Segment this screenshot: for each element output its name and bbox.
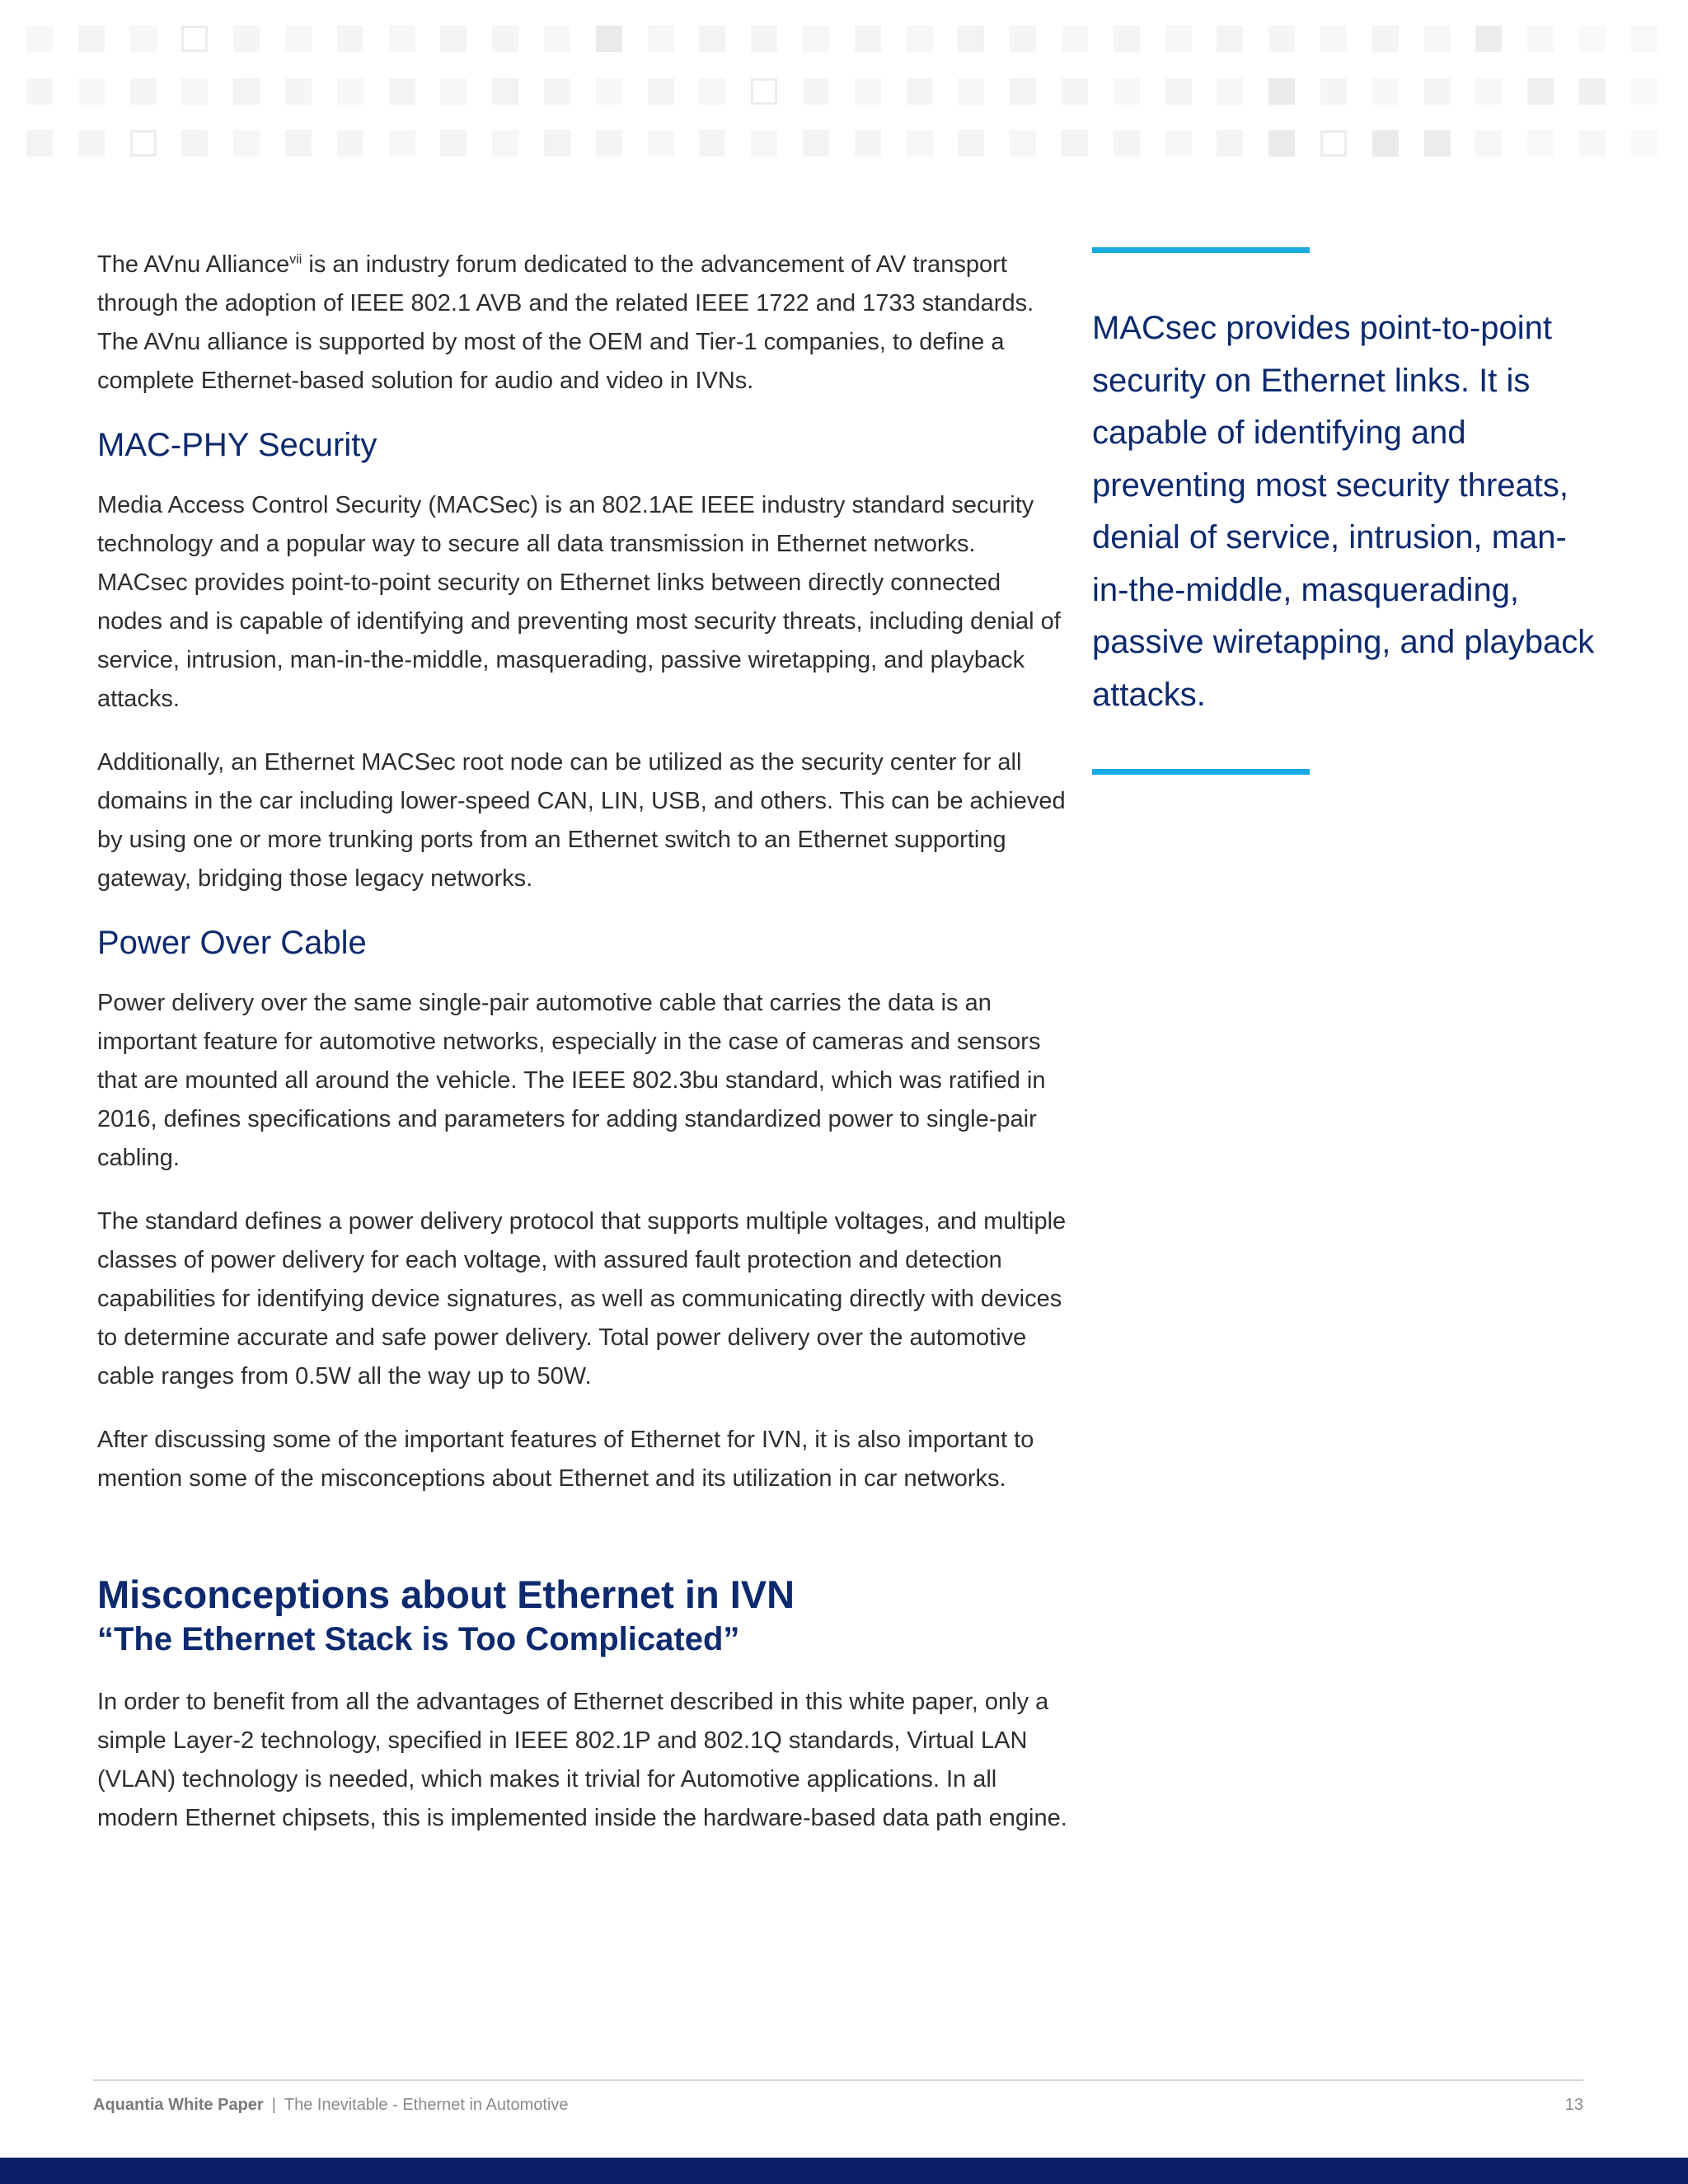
pattern-square	[1527, 78, 1554, 105]
pattern-square	[596, 130, 622, 157]
pattern-square	[389, 78, 415, 105]
power-paragraph-2: The standard defines a power delivery protocol that supports multiple voltages, and multiple classes of power delivery for each voltage, with assured fault protection and detection capabilities for identifying device signatures, as well as communicating directly with devices to determine accurate and safe power delivery. Total power delivery over the automotive cable ranges from 0.5W all the way up to 50W.	[97, 1208, 1067, 1390]
pattern-square	[1424, 78, 1451, 105]
pattern-square	[26, 130, 53, 157]
pattern-square	[1527, 26, 1554, 52]
pattern-square	[440, 26, 467, 52]
footer-divider	[93, 2079, 1583, 2081]
pattern-square	[1631, 78, 1658, 105]
pattern-square	[130, 26, 157, 52]
pattern-square	[1268, 26, 1295, 52]
pattern-square	[26, 78, 53, 105]
pattern-square	[233, 26, 260, 52]
pattern-square	[1114, 130, 1140, 157]
pattern-square	[1631, 26, 1658, 52]
pattern-square	[1114, 26, 1140, 52]
pattern-square	[1010, 26, 1036, 52]
pattern-square	[78, 78, 105, 105]
pattern-square	[648, 78, 674, 105]
pattern-square	[1475, 130, 1502, 157]
pattern-square	[1062, 26, 1088, 52]
pattern-square	[1579, 26, 1606, 52]
pull-quote	[1092, 247, 1595, 775]
pattern-square	[1527, 130, 1554, 157]
pattern-square	[803, 130, 829, 157]
pattern-square	[130, 130, 157, 157]
pattern-square	[181, 26, 208, 52]
pattern-square	[233, 130, 260, 157]
pattern-square	[1424, 130, 1451, 157]
pattern-square	[1062, 130, 1088, 157]
misconceptions-paragraph: In order to benefit from all the advantages of Ethernet described in this white paper, only a simple Layer-2 technology, specified in IEEE 802.1P and 802.1Q standards, Virtual LAN (VLAN) technology is needed, which makes it trivial for Automotive applications. In all modern Ethernet chipsets, this is implemented inside the hardware-based data path engine.	[97, 1689, 1067, 1831]
pattern-square	[1114, 78, 1140, 105]
intro-paragraph: The AVnu Alliance$^{vii}$ is an industry forum dedicated to the advancement of AV transport through the adoption of IEEE 802.1 AVB and the related IEEE 1722 and 1733 standards. The AVnu alliance is supported by most of the OEM and Tier-1 companies, to define a complete Ethernet-based solution for audio and video in IVNs.	[97, 251, 1034, 394]
pattern-square	[1372, 26, 1399, 52]
pattern-square	[958, 78, 984, 105]
pattern-square	[1320, 130, 1347, 157]
pattern-square	[907, 26, 933, 52]
pattern-square	[1268, 78, 1295, 105]
pattern-square	[751, 78, 777, 105]
pattern-square	[803, 78, 829, 105]
footer-brand: Aquantia White Paper	[93, 2096, 264, 2114]
pattern-square	[596, 78, 622, 105]
pull-quote-text: MACsec provides point-to-point security on Ethernet links. It is capable of identifying and preventing most security threats, denial of service, intrusion, man-in-the-middle, masquerading, passive wiretapping, and playback attacks.	[1092, 310, 1595, 713]
pattern-square	[233, 78, 260, 105]
pattern-square	[26, 26, 53, 52]
pattern-square	[1372, 78, 1399, 105]
pattern-square	[648, 26, 674, 52]
pattern-square	[1165, 78, 1192, 105]
pattern-square	[440, 130, 467, 157]
pattern-square	[958, 130, 984, 157]
section-heading-mac-phy-security: MAC-PHY Security	[97, 427, 377, 463]
pattern-square	[544, 78, 570, 105]
pattern-square	[907, 78, 933, 105]
pattern-square	[907, 130, 933, 157]
pattern-square	[285, 130, 312, 157]
pattern-square	[596, 26, 622, 52]
pattern-square	[1217, 78, 1243, 105]
power-paragraph-1: Power delivery over the same single-pair automotive cable that carries the data is an important feature for automotive networks, especially in the case of cameras and sensors that are mounted all around the vehicle. The IEEE 802.3bu standard, which was ratified in 2016, defines specifications and parameters for adding standardized power to single-pair cabling.	[97, 990, 1046, 1171]
pattern-square	[1217, 130, 1243, 157]
pattern-square	[1217, 26, 1243, 52]
pattern-square	[1010, 130, 1036, 157]
pattern-square	[855, 78, 881, 105]
section-heading-misconceptions: Misconceptions about Ethernet in IVN	[97, 1572, 795, 1616]
pattern-square	[1579, 78, 1606, 105]
section-heading-power-over-cable: Power Over Cable	[97, 925, 367, 961]
power-paragraph-3: After discussing some of the important features of Ethernet for IVN, it is also important to mention some of the misconceptions about Ethernet and its utilization in car networks.	[97, 1427, 1034, 1492]
pattern-square	[699, 130, 725, 157]
pattern-square	[544, 130, 570, 157]
pattern-square	[1372, 130, 1399, 157]
pattern-square	[337, 78, 363, 105]
pattern-square	[1320, 78, 1347, 105]
pull-quote-top-rule	[1092, 247, 1310, 253]
pattern-square	[699, 78, 725, 105]
pattern-square	[492, 130, 518, 157]
pattern-square	[337, 130, 363, 157]
footer-title: The Inevitable - Ethernet in Automotive	[284, 2096, 569, 2114]
pattern-square	[855, 130, 881, 157]
pattern-square	[803, 26, 829, 52]
pattern-square	[78, 130, 105, 157]
pattern-square	[855, 26, 881, 52]
pattern-square	[1165, 130, 1192, 157]
pattern-square	[492, 26, 518, 52]
pattern-square	[389, 26, 415, 52]
pattern-square	[1268, 130, 1295, 157]
pattern-square	[78, 26, 105, 52]
pattern-square	[440, 78, 467, 105]
pattern-square	[751, 130, 777, 157]
pattern-square	[1475, 78, 1502, 105]
pattern-square	[1424, 26, 1451, 52]
pattern-square	[1320, 26, 1347, 52]
pattern-square	[492, 78, 518, 105]
main-column	[97, 246, 1070, 1863]
pattern-square	[181, 78, 208, 105]
footnote-ref: vii	[289, 252, 302, 267]
footer-running-title	[93, 2096, 569, 2115]
subheading-ethernet-stack: “The Ethernet Stack is Too Complicated”	[97, 1621, 740, 1657]
macphy-paragraph-2: Additionally, an Ethernet MACSec root node can be utilized as the security center for all domains in the car including lower-speed CAN, LIN, USB, and others. This can be achieved by using one or more trunking ports from an Ethernet switch to an Ethernet supporting gateway, bridging those legacy networks.	[97, 749, 1066, 892]
pattern-square	[1475, 26, 1502, 52]
decorative-square-pattern	[0, 0, 1688, 173]
pattern-square	[958, 26, 984, 52]
pattern-square	[751, 26, 777, 52]
pattern-square	[1579, 130, 1606, 157]
bottom-color-band	[0, 2158, 1688, 2184]
pattern-square	[1165, 26, 1192, 52]
macphy-paragraph-1: Media Access Control Security (MACSec) is an 802.1AE IEEE industry standard security technology and a popular way to secure all data transmission in Ethernet networks. MACsec provides point-to-point security on Ethernet links between directly connected nodes and is capable of identifying and preventing most security threats, including denial of service, intrusion, man-in-the-middle, masquerading, passive wiretapping, and playback attacks.	[97, 492, 1061, 712]
pattern-square	[699, 26, 725, 52]
pattern-square	[285, 78, 312, 105]
pattern-square	[648, 130, 674, 157]
pattern-square	[1062, 78, 1088, 105]
pull-quote-bottom-rule	[1092, 769, 1310, 775]
pattern-square	[389, 130, 415, 157]
page-number: 13	[1564, 2096, 1583, 2114]
pattern-square	[285, 26, 312, 52]
footer-separator: |	[271, 2096, 276, 2114]
pattern-square	[337, 26, 363, 52]
pattern-square	[1631, 130, 1658, 157]
pattern-square	[544, 26, 570, 52]
pattern-square	[181, 130, 208, 157]
pattern-square	[130, 78, 157, 105]
pattern-square	[1010, 78, 1036, 105]
